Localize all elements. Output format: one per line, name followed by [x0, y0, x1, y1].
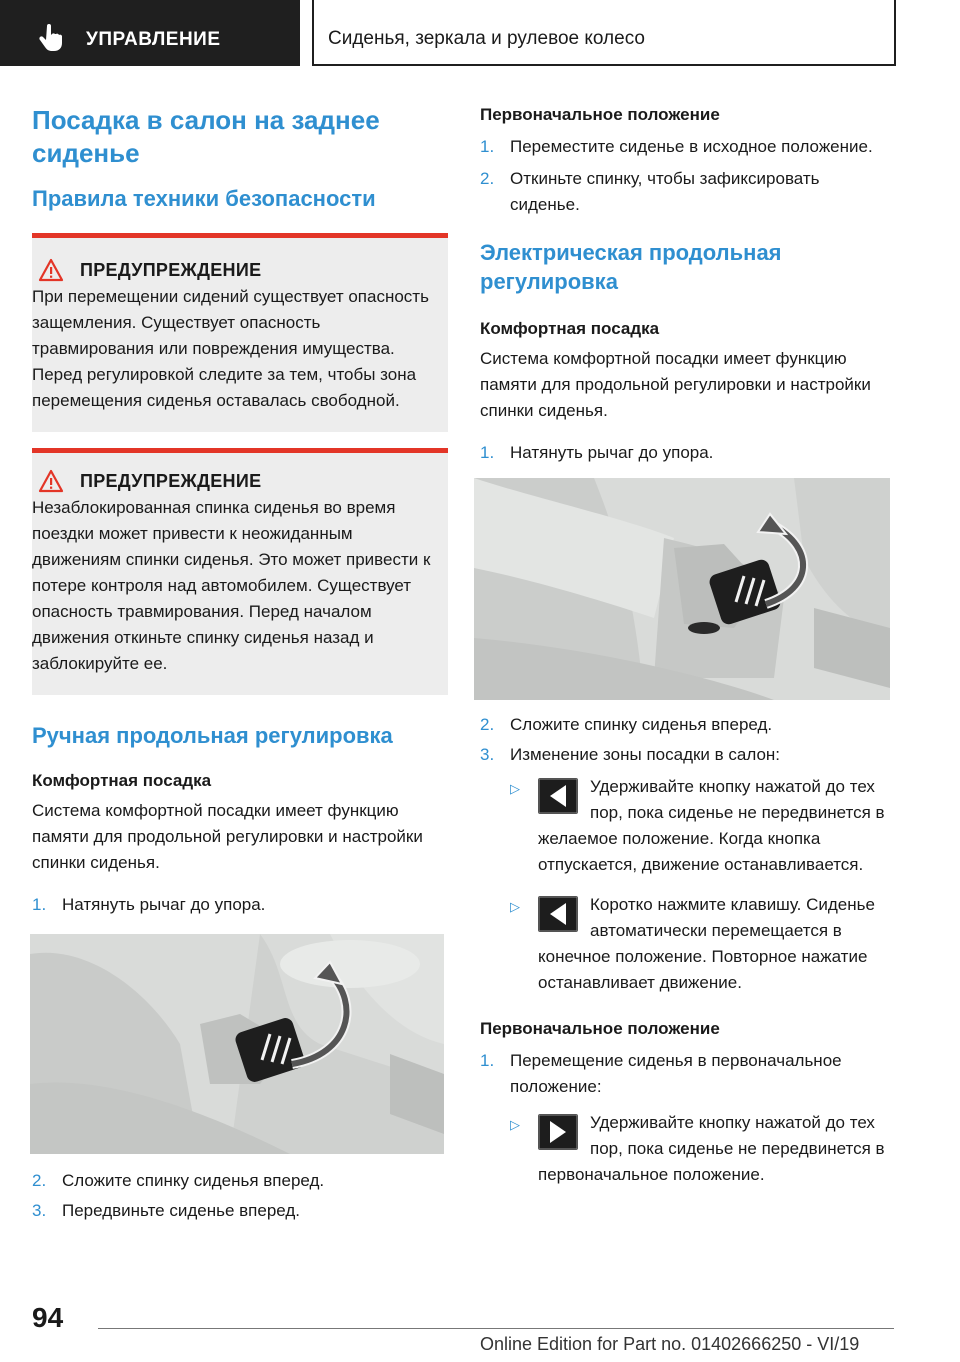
footer-divider — [98, 1328, 894, 1329]
page-number: 94 — [32, 1302, 64, 1333]
step-number: 2. — [480, 169, 495, 188]
section-title: Сиденья, зеркала и рулевое колесо — [328, 28, 645, 49]
page-header — [0, 0, 960, 66]
manual-adjust-heading: Ручная продольная регулировка — [32, 723, 393, 748]
step-number: 1. — [480, 1051, 495, 1070]
step-item — [32, 1168, 448, 1194]
step-item — [480, 1048, 892, 1100]
arrow-left-icon — [538, 896, 578, 932]
warning-text: Незаблокированная спинка сиденья во время поездки может привести к неожиданным движениям спинки сиденья. Это может привести к потере контроля над автомобилем. Существует опасность травмирования. Перед началом движения откиньте спинку сиденья назад и заблокируйте ее. — [32, 498, 431, 673]
seat-lever-photo — [474, 478, 890, 700]
step-text: Откиньте спинку, чтобы зафиксировать сиденье. — [510, 169, 820, 214]
page-footer — [0, 1290, 960, 1362]
step-text: Натянуть рычаг до упора. — [62, 895, 266, 914]
edition-label: Online Edition for Part no. 01402666250 - VI/19 — [480, 1334, 860, 1354]
right-column — [480, 100, 892, 1188]
warning-text: При перемещении сидений существует опасность защемления. Существует опасность травмирования или повреждения имущества. Перед регулировкой следите за тем, чтобы зона перемещения сиденья оставалась свободной. — [32, 287, 429, 410]
seat-lever-illustration — [474, 478, 890, 700]
safety-heading: Правила техники безопасности — [32, 186, 376, 211]
step-number: 1. — [480, 443, 495, 462]
step-text: Переместите сиденье в исходное положение. — [510, 137, 873, 156]
step-item — [480, 440, 892, 466]
step-text: Сложите спинку сиденья вперед. — [510, 715, 773, 734]
sub-step-text: Удерживайте кнопку нажатой до тех пор, пока сиденье не передвинется в первоначальное положение. — [538, 1113, 885, 1184]
electric-adjust-heading: Электрическая продольная регулировка — [480, 240, 782, 294]
step-text: Перемещение сиденья в первоначальное положение: — [510, 1051, 842, 1096]
chapter-tab — [0, 0, 300, 66]
comfort-heading: Комфортная посадка — [32, 771, 212, 790]
sub-step-text: Удерживайте кнопку нажатой до тех пор, пока сиденье не передвинется в желаемое положение. Когда кнопка отпускается, движение останавливается. — [538, 777, 885, 874]
warning-title: ПРЕДУПРЕЖДЕНИЕ — [80, 259, 262, 280]
comfort-heading: Комфортная посадка — [480, 319, 660, 338]
step-item — [480, 166, 892, 218]
step-item — [480, 712, 892, 738]
step-item — [480, 742, 892, 768]
step-number: 1. — [32, 895, 47, 914]
initial-position-heading: Первоначальное положение — [480, 1019, 720, 1038]
page-title: Посадка в салон на заднее сиденье — [32, 105, 380, 168]
step-text: Изменение зоны посадки в салон: — [510, 745, 781, 764]
step-item — [32, 1198, 448, 1224]
warning-title: ПРЕДУПРЕЖДЕНИЕ — [80, 470, 262, 491]
triangle-bullet-icon: ▷ — [510, 781, 520, 796]
warning-box-2 — [32, 448, 448, 695]
step-number: 1. — [480, 137, 495, 156]
hand-pointer-icon — [38, 24, 64, 52]
sub-step-text: Коротко нажмите клавишу. Сиденье автоматически перемещается в конечное положение. Повторное нажатие останавливает движение. — [538, 895, 875, 992]
step-number: 3. — [480, 745, 495, 764]
triangle-bullet-icon: ▷ — [510, 1117, 520, 1132]
arrow-right-icon — [538, 1114, 578, 1150]
sub-step-item — [510, 892, 892, 996]
warning-triangle-icon — [38, 469, 64, 493]
step-number: 3. — [32, 1201, 47, 1220]
seat-lever-photo — [30, 934, 444, 1154]
comfort-text: Система комфортной посадки имеет функцию памяти для продольной регулировки и настройки спинки сиденья. — [480, 349, 871, 420]
warning-triangle-icon — [38, 258, 64, 282]
step-text: Сложите спинку сиденья вперед. — [62, 1171, 325, 1190]
left-column — [32, 100, 448, 1224]
step-item — [480, 134, 892, 160]
warning-box-1 — [32, 233, 448, 432]
sub-step-item — [510, 774, 892, 878]
step-text: Натянуть рычаг до упора. — [510, 443, 714, 462]
sub-step-item — [510, 1110, 892, 1188]
arrow-left-icon — [538, 778, 578, 814]
step-number: 2. — [480, 715, 495, 734]
step-item — [32, 892, 448, 918]
step-text: Передвиньте сиденье вперед. — [62, 1201, 301, 1220]
triangle-bullet-icon: ▷ — [510, 899, 520, 914]
chapter-title: УПРАВЛЕНИЕ — [86, 29, 221, 50]
seat-lever-illustration — [30, 934, 444, 1154]
initial-position-heading: Первоначальное положение — [480, 105, 720, 124]
comfort-text: Система комфортной посадки имеет функцию памяти для продольной регулировки и настройки спинки сиденья. — [32, 801, 423, 872]
section-tab — [312, 0, 896, 66]
step-number: 2. — [32, 1171, 47, 1190]
